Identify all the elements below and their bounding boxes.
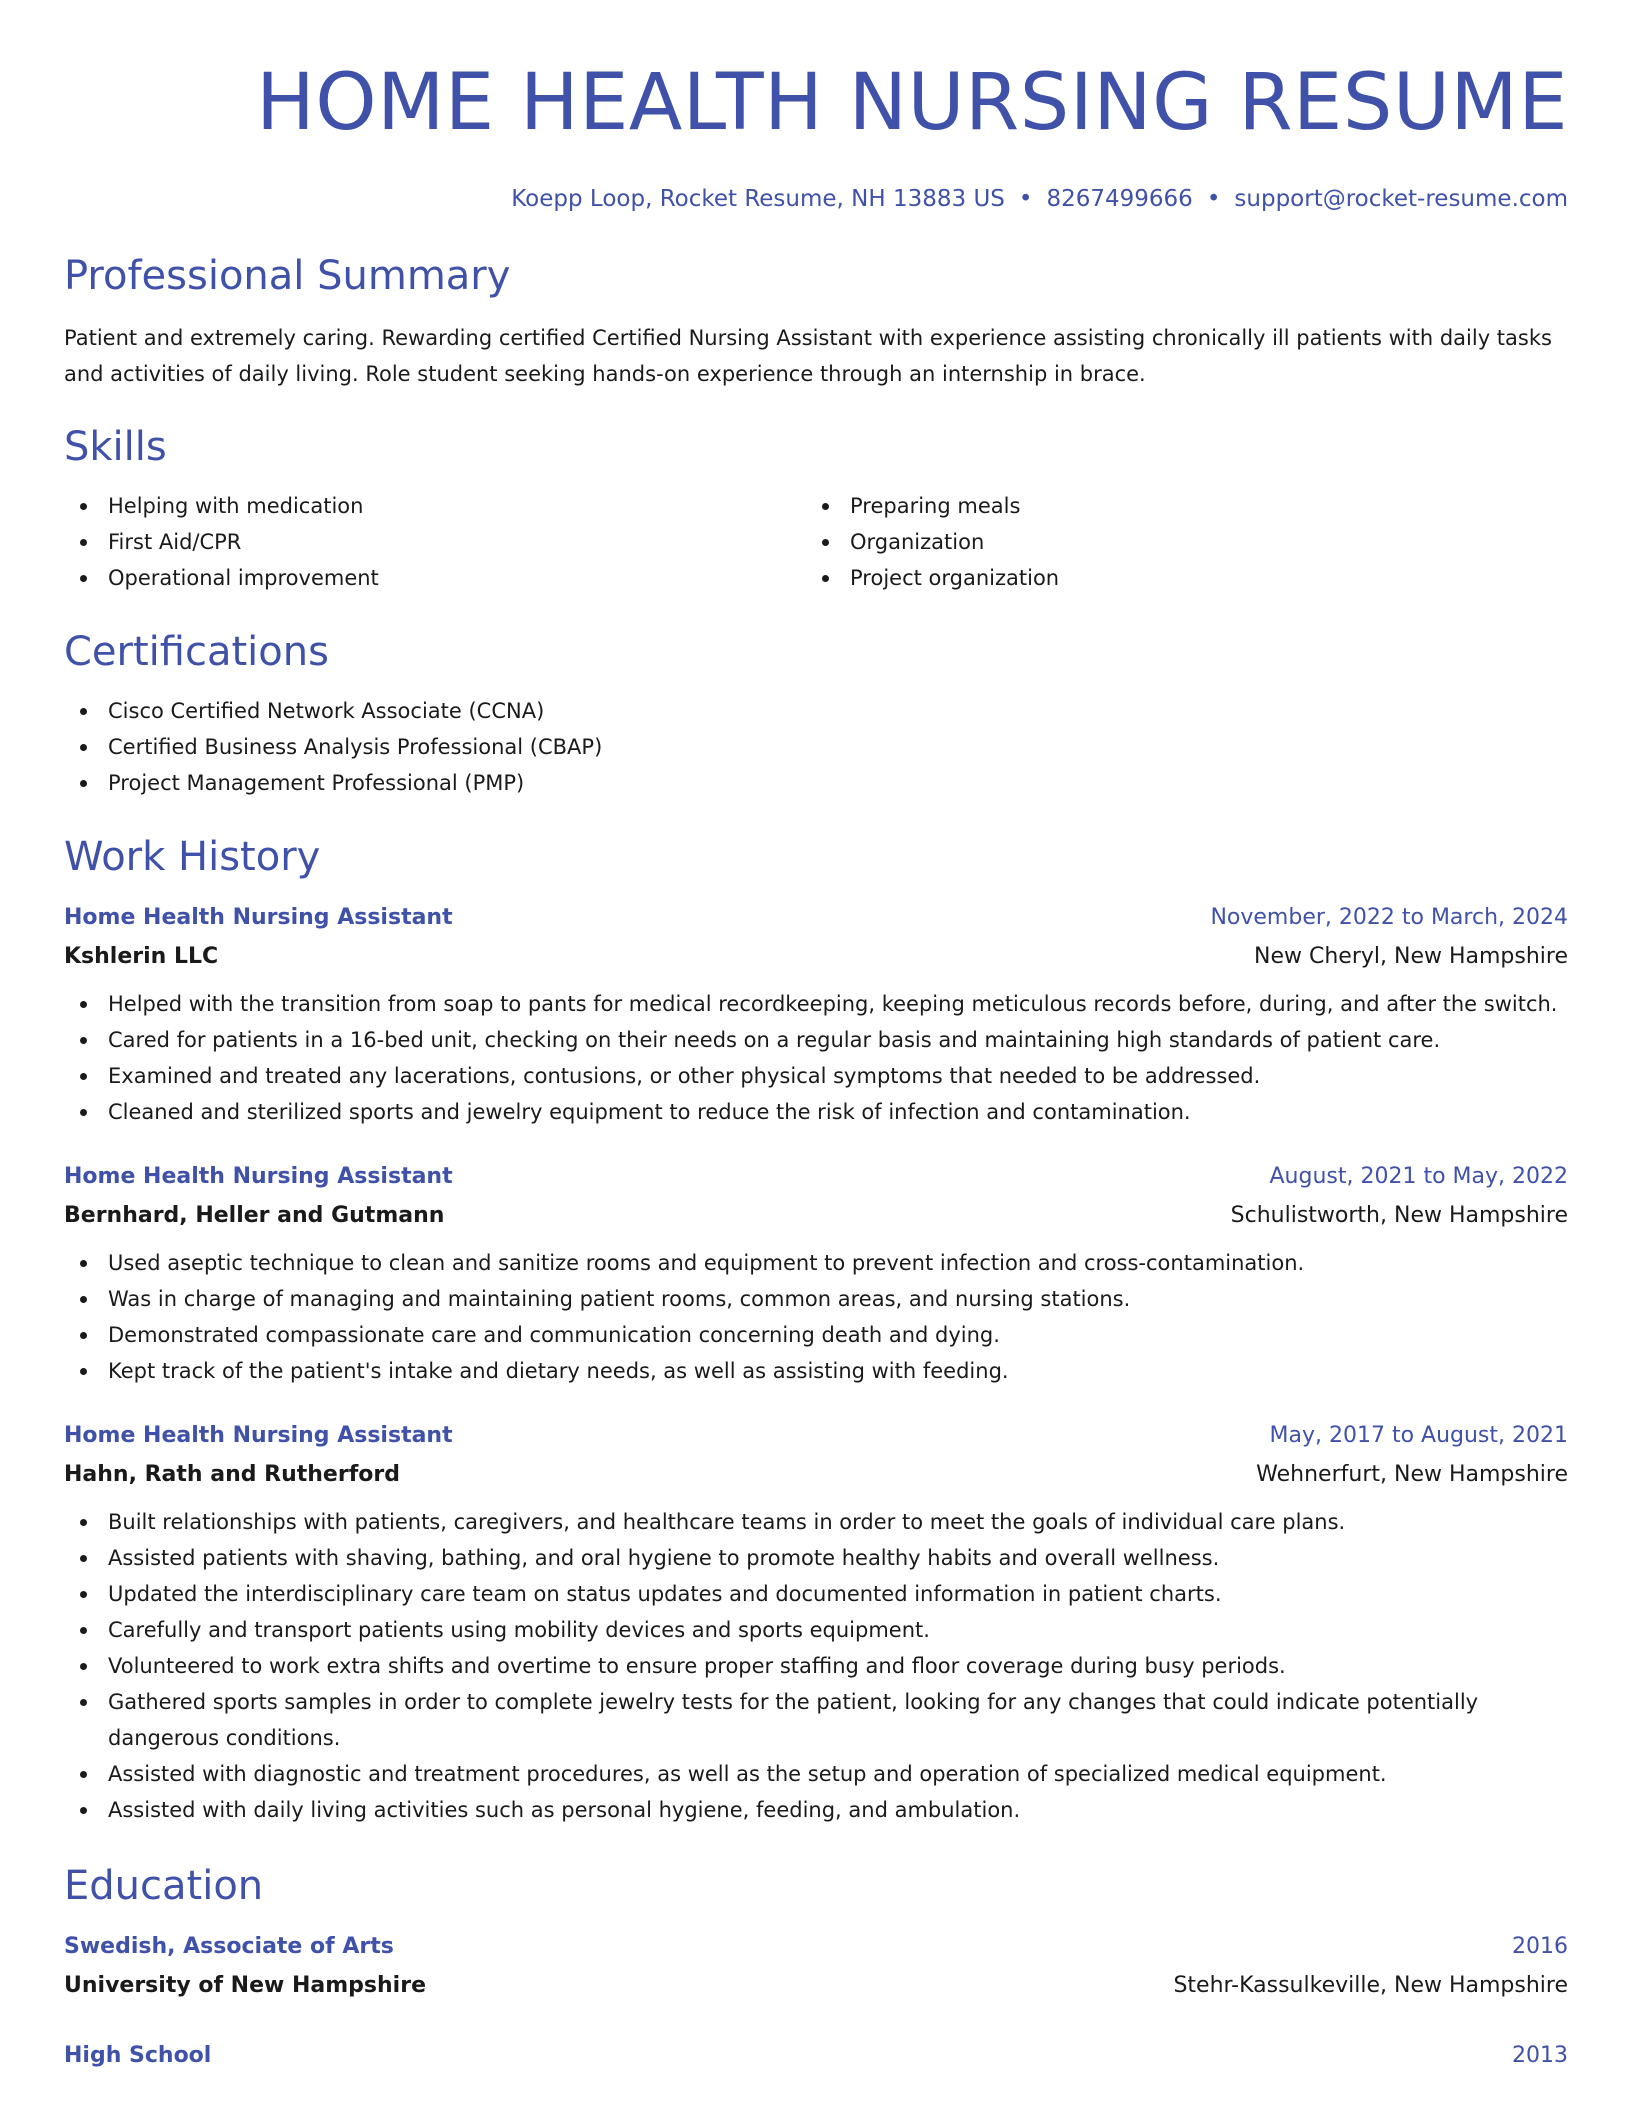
certification-item: Certified Business Analysis Professional (CBAP) bbox=[64, 729, 1568, 765]
skill-item: Operational improvement bbox=[64, 560, 806, 596]
certification-item: Cisco Certified Network Associate (CCNA) bbox=[64, 693, 1568, 729]
certification-item: Project Management Professional (PMP) bbox=[64, 765, 1568, 801]
section-heading-work-history: Work History bbox=[64, 834, 321, 880]
company-name: Hahn, Rath and Rutherford bbox=[64, 1462, 400, 1487]
skills-list-right bbox=[806, 488, 1548, 596]
skill-item: Organization bbox=[806, 524, 1548, 560]
job-title: Home Health Nursing Assistant bbox=[64, 905, 453, 930]
summary-text: Patient and extremely caring. Rewarding certified Certified Nursing Assistant with experience assisting chronically ill patients with daily tasks and activities of daily living. Role student seeking hands-on experience through an internship in brace. bbox=[64, 326, 1552, 386]
work-entry-subheader bbox=[64, 942, 1568, 972]
job-duty: Used aseptic technique to clean and sanitize rooms and equipment to prevent infection and cross-contamination. bbox=[64, 1245, 1568, 1281]
skill-item: Preparing meals bbox=[806, 488, 1548, 524]
work-entry-subheader bbox=[64, 1460, 1568, 1490]
section-heading-summary: Professional Summary bbox=[64, 253, 511, 299]
work-entry-header bbox=[64, 1421, 1568, 1451]
job-duty: Carefully and transport patients using mobility devices and sports equipment. bbox=[64, 1612, 1568, 1648]
job-duty: Assisted with daily living activities such as personal hygiene, feeding, and ambulation. bbox=[64, 1792, 1568, 1828]
job-duty: Kept track of the patient's intake and dietary needs, as well as assisting with feeding. bbox=[64, 1353, 1568, 1389]
contact-separator: • bbox=[1206, 186, 1221, 212]
work-entry-subheader bbox=[64, 1201, 1568, 1231]
job-title: Home Health Nursing Assistant bbox=[64, 1164, 453, 1189]
job-duty: Was in charge of managing and maintaining patient rooms, common areas, and nursing stations. bbox=[64, 1281, 1568, 1317]
contact-address: Koepp Loop, Rocket Resume, NH 13883 US bbox=[511, 186, 1005, 212]
job-duties-list bbox=[64, 986, 1568, 1130]
company-name: Bernhard, Heller and Gutmann bbox=[64, 1203, 445, 1228]
job-duty: Helped with the transition from soap to pants for medical recordkeeping, keeping meticulous records before, during, and after the switch. bbox=[64, 986, 1568, 1022]
job-duty: Updated the interdisciplinary care team on status updates and documented information in patient charts. bbox=[64, 1576, 1568, 1612]
section-heading-skills: Skills bbox=[64, 424, 167, 470]
job-dates: November, 2022 to March, 2024 bbox=[1210, 905, 1568, 930]
job-dates: August, 2021 to May, 2022 bbox=[1269, 1164, 1568, 1189]
contact-phone: 8267499666 bbox=[1046, 186, 1193, 212]
job-duties-list bbox=[64, 1504, 1568, 1828]
degree-name: High School bbox=[64, 2043, 212, 2068]
job-duty: Demonstrated compassionate care and communication concerning death and dying. bbox=[64, 1317, 1568, 1353]
skills-list-left bbox=[64, 488, 806, 596]
job-duty: Examined and treated any lacerations, contusions, or other physical symptoms that needed to be addressed. bbox=[64, 1058, 1568, 1094]
education-entry-header bbox=[64, 1932, 1568, 1962]
job-duty: Cared for patients in a 16-bed unit, checking on their needs on a regular basis and maintaining high standards of patient care. bbox=[64, 1022, 1568, 1058]
company-name: Kshlerin LLC bbox=[64, 944, 219, 969]
job-title: Home Health Nursing Assistant bbox=[64, 1423, 453, 1448]
contact-line bbox=[64, 184, 1568, 214]
job-location: Schulistworth, New Hampshire bbox=[1230, 1203, 1568, 1228]
resume-title: HOME HEALTH NURSING RESUME bbox=[256, 58, 1568, 148]
education-entry-subheader bbox=[64, 1971, 1568, 2001]
job-duties-list bbox=[64, 1245, 1568, 1389]
skills-columns bbox=[64, 488, 1568, 596]
education-entry bbox=[64, 1932, 1568, 2001]
job-location: New Cheryl, New Hampshire bbox=[1254, 944, 1568, 969]
work-entry bbox=[64, 903, 1568, 1130]
education-entry bbox=[64, 2041, 1568, 2071]
work-entry-header bbox=[64, 1162, 1568, 1192]
job-duty: Gathered sports samples in order to complete jewelry tests for the patient, looking for any changes that could indicate potentially dangerous conditions. bbox=[64, 1684, 1568, 1756]
contact-separator: • bbox=[1018, 186, 1033, 212]
section-heading-education: Education bbox=[64, 1863, 264, 1909]
graduation-year: 2016 bbox=[1512, 1934, 1568, 1959]
skill-item: First Aid/CPR bbox=[64, 524, 806, 560]
education-entry-header bbox=[64, 2041, 1568, 2071]
skill-item: Project organization bbox=[806, 560, 1548, 596]
work-entry bbox=[64, 1162, 1568, 1389]
job-duty: Volunteered to work extra shifts and overtime to ensure proper staffing and floor coverage during busy periods. bbox=[64, 1648, 1568, 1684]
skill-item: Helping with medication bbox=[64, 488, 806, 524]
resume-page bbox=[64, 0, 1568, 2112]
school-location: Stehr-Kassulkeville, New Hampshire bbox=[1173, 1973, 1568, 1998]
school-name: University of New Hampshire bbox=[64, 1973, 426, 1998]
job-location: Wehnerfurt, New Hampshire bbox=[1256, 1462, 1568, 1487]
job-duty: Assisted patients with shaving, bathing, and oral hygiene to promote healthy habits and overall wellness. bbox=[64, 1540, 1568, 1576]
certifications-list bbox=[64, 693, 1568, 801]
contact-email[interactable]: support@rocket-resume.com bbox=[1234, 186, 1568, 212]
degree-name: Swedish, Associate of Arts bbox=[64, 1934, 394, 1959]
job-duty: Cleaned and sterilized sports and jewelry equipment to reduce the risk of infection and contamination. bbox=[64, 1094, 1568, 1130]
work-entry bbox=[64, 1421, 1568, 1828]
job-duty: Built relationships with patients, caregivers, and healthcare teams in order to meet the goals of individual care plans. bbox=[64, 1504, 1568, 1540]
section-heading-certifications: Certifications bbox=[64, 629, 329, 675]
job-duty: Assisted with diagnostic and treatment procedures, as well as the setup and operation of specialized medical equipment. bbox=[64, 1756, 1568, 1792]
job-dates: May, 2017 to August, 2021 bbox=[1269, 1423, 1568, 1448]
work-entry-header bbox=[64, 903, 1568, 933]
graduation-year: 2013 bbox=[1512, 2043, 1568, 2068]
